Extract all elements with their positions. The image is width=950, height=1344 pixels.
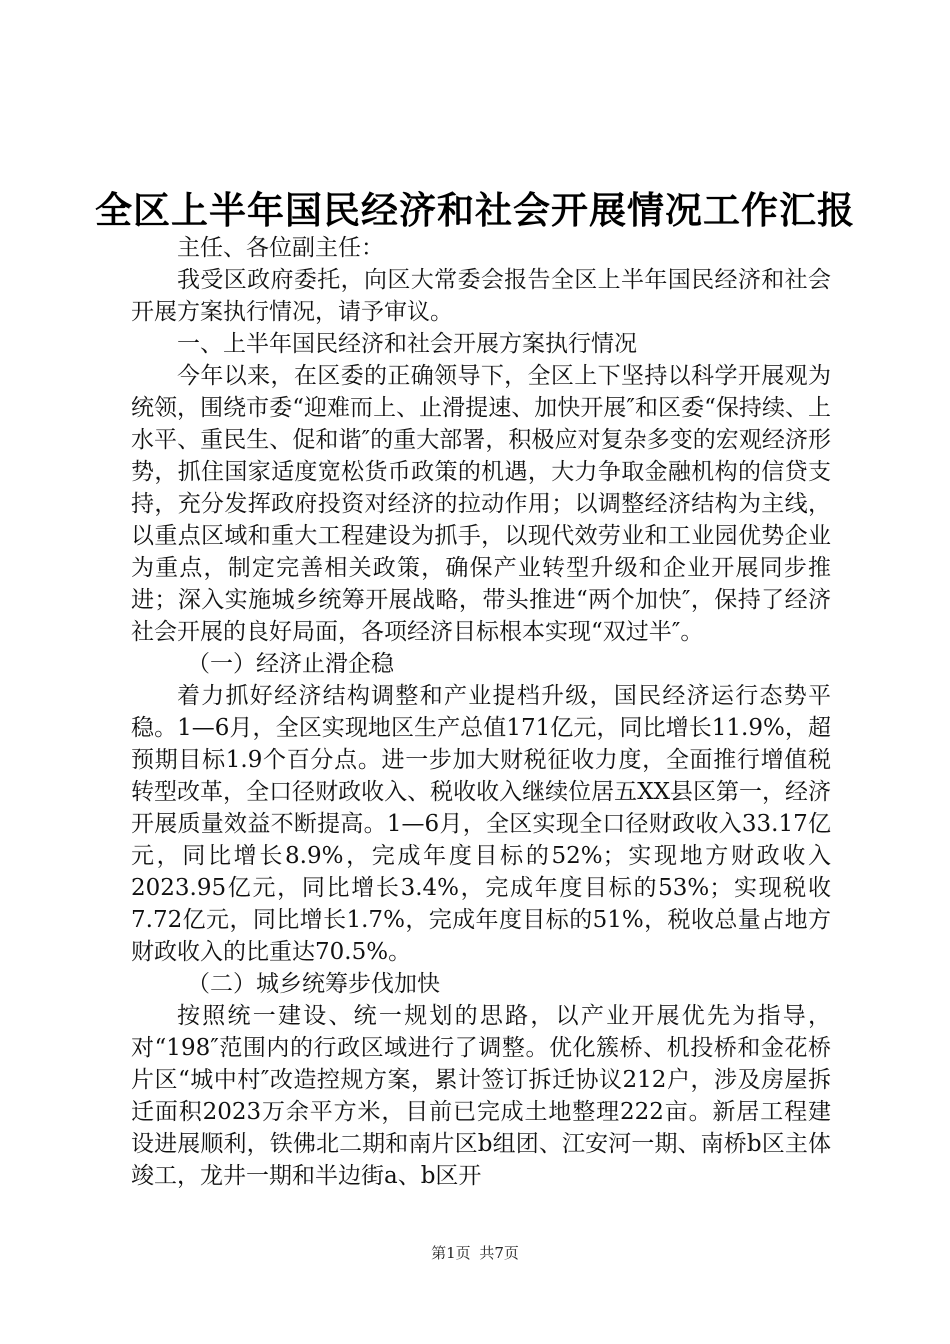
section-heading: 一、上半年国民经济和社会开展方案执行情况 xyxy=(177,331,637,357)
subsection-heading: （一）经济止滑企稳 xyxy=(187,651,394,677)
intro-paragraph: 我受区政府委托，向区大常委会报告全区上半年国民经济和社会开展方案执行情况，请予审议。 xyxy=(131,267,831,325)
body-paragraph: 着力抓好经济结构调整和产业提档升级，国民经济运行态势平稳。1—6月，全区实现地区生产总值171亿元，同比增长11.9%，超预期目标1.9个百分点。进一步加大财税征收力度，全面推行增值税转型改革，全口径财政收入、税收收入继续位居五XX县区第一，经济开展质量效益不断提高。1—6月，全区实现全口径财政收入33.17亿元，同比增长8.9%，完成年度目标的52%；实现地方财政收入2023.95亿元，同比增长3.4%，完成年度目标的53%；实现税收7.72亿元，同比增长1.7%，完成年度目标的51%，税收总量占地方财政收入的比重达70.5%。 xyxy=(131,683,831,965)
document-body xyxy=(131,232,831,1192)
page-total: 共7页 xyxy=(479,1244,519,1262)
document-title: 全区上半年国民经济和社会开展情况工作汇报 xyxy=(95,188,855,232)
salutation-paragraph: 主任、各位副主任： xyxy=(177,235,384,261)
body-paragraph: 今年以来，在区委的正确领导下，全区上下坚持以科学开展观为统领，围绕市委“迎难而上、止滑提速、加快开展″和区委“保持续、上水平、重民生、促和谐″的重大部署，积极应对复杂多变的宏观经济形势，抓住国家适度宽松货币政策的机遇，大力争取金融机构的信贷支持，充分发挥政府投资对经济的拉动作用；以调整经济结构为主线，以重点区域和重大工程建设为抓手，以现代效劳业和工业园优势企业为重点，制定完善相关政策，确保产业转型升级和企业开展同步推进；深入实施城乡统筹开展战略，带头推进“两个加快″，保持了经济社会开展的良好局面，各项经济目标根本实现“双过半″。 xyxy=(131,363,831,645)
body-paragraph: 按照统一建设、统一规划的思路，以产业开展优先为指导，对“198″范围内的行政区域进行了调整。优化簇桥、机投桥和金花桥片区“城中村″改造控规方案，累计签订拆迁协议212户，涉及房屋拆迁面积2023万余平方米，目前已完成土地整理222亩。新居工程建设进展顺利，铁佛北二期和南片区b组团、江安河一期、南桥b区主体竣工，龙井一期和半边街a、b区开 xyxy=(131,1003,831,1189)
page-footer xyxy=(0,1243,950,1263)
page-number: 第1页 xyxy=(431,1244,471,1262)
subsection-heading: （二）城乡统筹步伐加快 xyxy=(187,971,440,997)
